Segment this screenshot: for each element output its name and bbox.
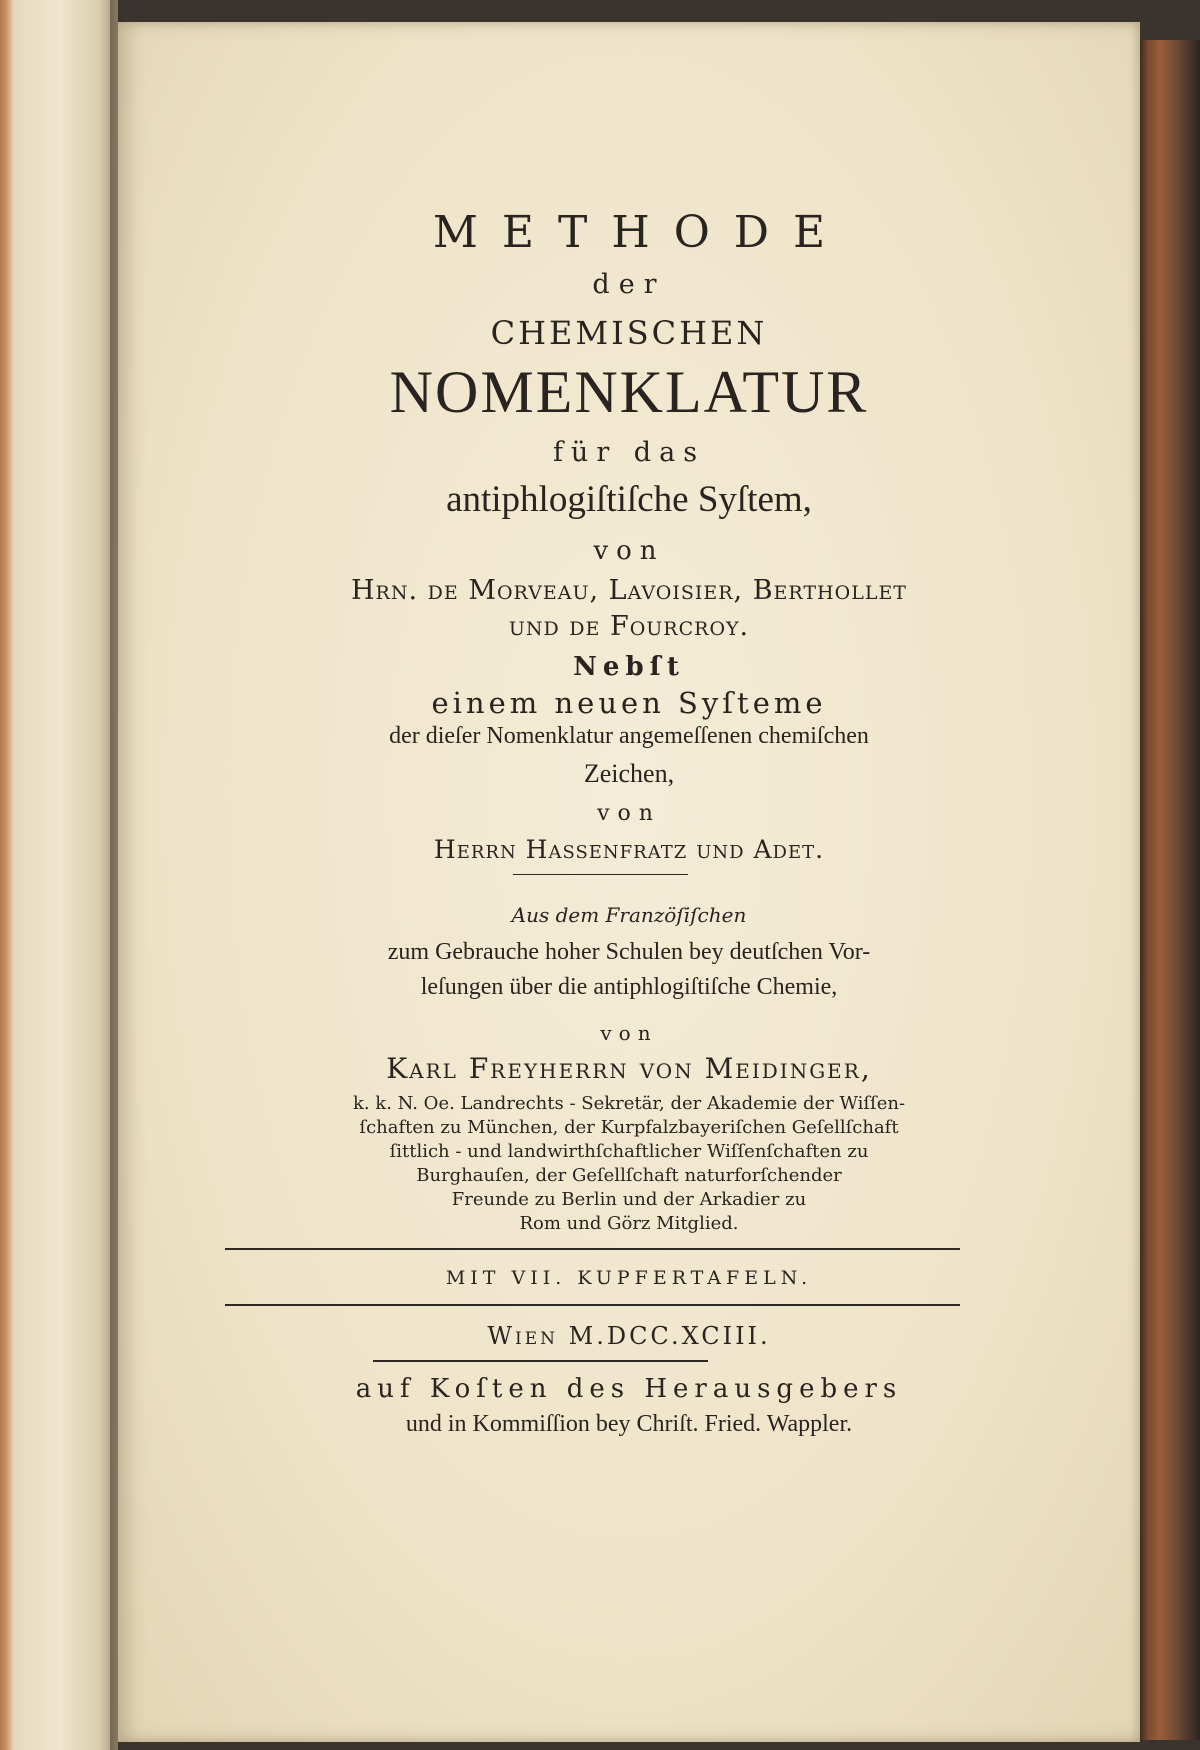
translator-name: Karl Freyherrn von Meidinger, <box>386 1052 872 1085</box>
subtitle-line-1: einem neuen Syſteme <box>431 686 827 720</box>
title-fuer-das: für das <box>552 437 706 468</box>
translator-title-6: Rom und Görz Mitglied. <box>519 1213 739 1234</box>
byline-von-1: von <box>593 536 665 566</box>
divider-rule-3 <box>225 1304 960 1306</box>
title-page <box>118 22 1140 1742</box>
subtitle-line-2: der dieſer Nomenklatur angemeſſenen chemiſchen <box>389 723 869 749</box>
title-der: der <box>592 269 666 300</box>
left-page-edge <box>0 0 118 1750</box>
translation-line-2: zum Gebrauche hoher Schulen bey deutſchen Vor- <box>387 939 871 965</box>
title-nomenklatur: NOMENKLATUR <box>389 359 869 425</box>
title-methode: METHODE <box>432 207 850 258</box>
place-date: Wien M.DCC.XCIII. <box>487 1322 771 1350</box>
subtitle-line-3: Zeichen, <box>583 759 675 788</box>
divider-rule-1 <box>513 874 688 875</box>
translator-title-5: Freunde zu Berlin und der Arkadier zu <box>451 1189 807 1210</box>
plates-note: MIT VII. KUPFERTAFELN. <box>445 1267 813 1289</box>
translator-title-1: k. k. N. Oe. Landrechts - Sekretär, der Akademie der Wiſſen- <box>352 1093 906 1114</box>
book-cover-edge <box>1138 40 1200 1740</box>
translation-line-3: leſungen über die antiphlogiſtiſche Chemie, <box>420 974 838 1000</box>
nebst: Nebſt <box>573 652 685 682</box>
title-system: antiphlogiſtiſche Syſtem, <box>446 479 812 520</box>
divider-rule-2 <box>225 1248 960 1250</box>
authors-line-1: Hrn. de Morveau, Lavoisier, Berthollet <box>351 575 907 606</box>
publisher-line-2: und in Kommiſſion bey Chriſt. Fried. Wappler. <box>405 1411 853 1437</box>
title-chemischen: CHEMISCHEN <box>490 314 768 352</box>
divider-rule-4 <box>373 1360 708 1362</box>
authors-line-3: Herrn Hassenfratz und Adet. <box>433 835 825 864</box>
translator-title-3: ſittlich - und landwirthſchaftlicher Wiſſenſchaften zu <box>389 1141 869 1162</box>
publisher-line-1: auf Koſten des Herausgebers <box>355 1374 903 1404</box>
byline-von-3: von <box>600 1021 658 1045</box>
byline-von-2: von <box>597 801 661 826</box>
authors-line-2: und de Fourcroy. <box>508 611 750 642</box>
translator-title-2: ſchaften zu München, der Kurpfalzbayeriſchen Geſellſchaft <box>359 1117 899 1138</box>
translator-title-4: Burghauſen, der Geſellſchaft naturforſchender <box>416 1165 842 1186</box>
translation-line-1: Aus dem Franzöſiſchen <box>511 903 747 927</box>
